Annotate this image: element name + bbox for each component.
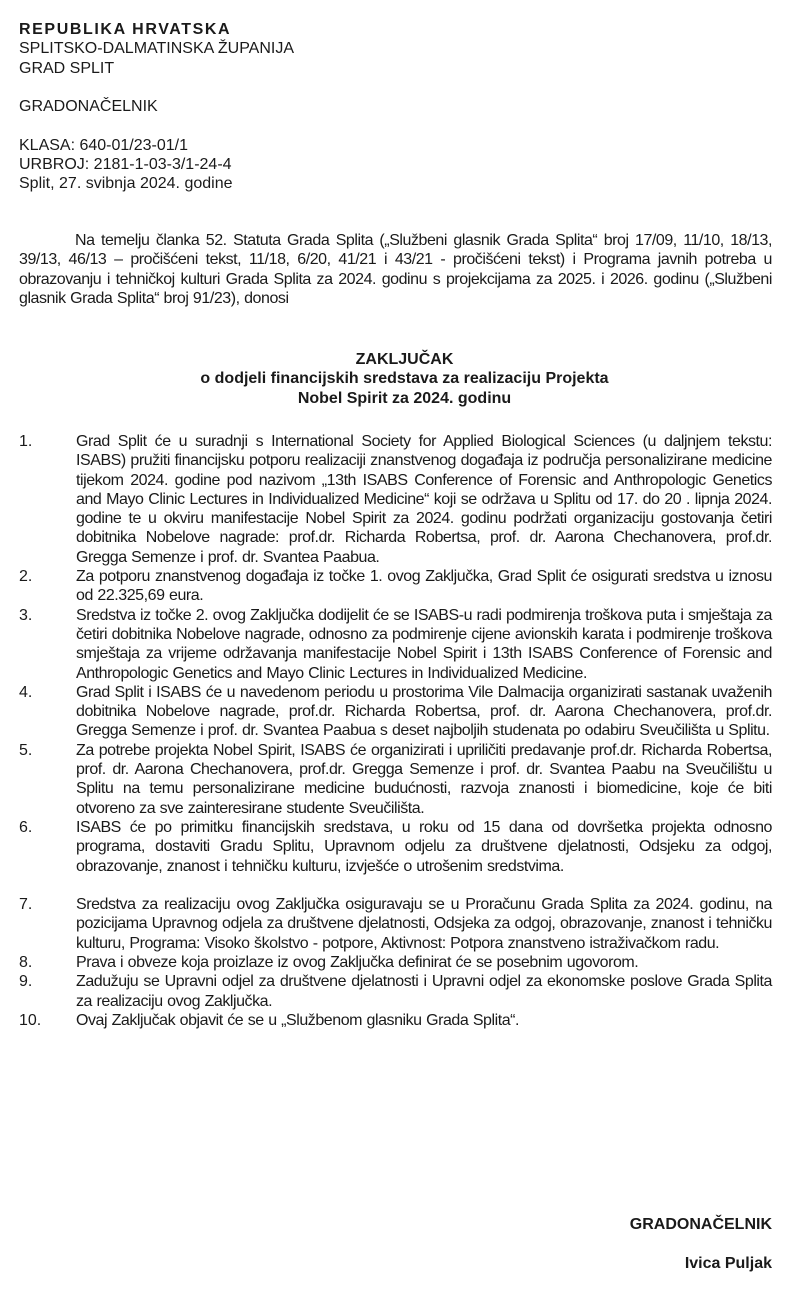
point-number: 7. (19, 896, 33, 914)
point-text: Sredstva za realizaciju ovog Zaključka osiguravaju se u Proračunu Grada Splita za 2024. godinu, na pozicijama Upravnog odjela za društvene djelatnosti, Odsjeka za odgoj, obrazovanje, znanost i tehničku kulturu, Programa: Visoko školstvo - potpore, Aktivnost: Potpora znanstveno istraživačkom radu. (76, 896, 772, 952)
decision-point-2 (19, 567, 772, 606)
point-number: 9. (19, 973, 33, 991)
signatory-name: Ivica Puljak (684, 1255, 772, 1273)
point-number: 1. (19, 433, 33, 450)
country-name: REPUBLIKA HRVATSKA (19, 21, 232, 38)
title-subtitle-line1: o dodjeli financijskih sredstava za realizaciju Projekta (200, 370, 609, 388)
point-number: 8. (19, 954, 33, 972)
point-text: Grad Split i ISABS će u navedenom periodu u prostorima Vile Dalmacija organizirati sastanak uvaženih dobitnika Nobelove nagrade, prof.dr. Richarda Robertsa, prof. dr. Aarona Chechanovera, prof.dr. Gregga Semenze i prof. dr. Svantea Paabua s deset najboljih studenata po odabiru Sveučilišta u Splitu. (76, 683, 772, 740)
point-text: Ovaj Zaključak objavit će se u „Službenom glasniku Grada Splita“. (76, 1011, 520, 1029)
title-subtitle-line2: Nobel Spirit za 2024. godinu (297, 389, 512, 407)
point-number: 4. (19, 683, 33, 701)
point-number: 10. (19, 1011, 42, 1029)
decision-point-6 (19, 818, 772, 876)
decision-point-7 (19, 895, 772, 953)
point-number: 5. (19, 741, 33, 759)
issuing-office: GRADONAČELNIK (19, 98, 158, 116)
point-text: Zadužuju se Upravni odjel za društvene djelatnosti i Upravni odjel za ekonomske poslove Grada Splita za realizaciju ovog Zaključka. (76, 973, 772, 1010)
point-text: ISABS će po primitku financijskih sredstava, u roku od 15 dana od dovršetka projekta odnosno programa, dostaviti Gradu Splitu, Upravnom odjelu za društvene djelatnosti, Odsjeku za odgoj, obrazovanje, znanost i tehničku kulturu, izvješće o utrošenim sredstvima. (76, 818, 772, 875)
point-number: 2. (19, 568, 33, 586)
urbroj-reference: URBROJ: 2181-1-03-3/1-24-4 (19, 156, 232, 174)
title-heading: ZAKLJUČAK (355, 351, 454, 368)
legal-basis-paragraph: Na temelju članka 52. Statuta Grada Splita („Službeni glasnik Grada Splita“ broj 17/09, 11/10, 18/13, 39/13, 46/13 – pročišćeni tekst, 11/18, 6/20, 41/21 i 43/21 - pročišćeni tekst) i Programa javnih potreba u obrazovanju i tehničkoj kulturi Grada Splita za 2024. godinu s projekcijama za 2025. i 2026. godinu („Službeni glasnik Grada Splita“ broj 91/23), donosi (19, 232, 772, 307)
place-and-date: Split, 27. svibnja 2024. godine (19, 175, 233, 193)
point-number: 6. (19, 818, 33, 836)
point-text: Prava i obveze koja proizlaze iz ovog Zaključka definirat će se posebnim ugovorom. (76, 954, 639, 972)
county-name: SPLITSKO-DALMATINSKA ŽUPANIJA (19, 40, 295, 58)
point-number: 3. (19, 606, 33, 624)
spacer (19, 78, 439, 97)
point-text: Sredstva iz točke 2. ovog Zaključka dodijelit će se ISABS-u radi podmirenja troškova puta i smještaja za četiri dobitnika Nobelove nagrade, odnosno za podmirenje cijene avionskih karata i podmirenje troškova smještaja za vrijeme održavanja manifestacije Nobel Spirit i 13th ISABS Conference of Forensic and Anthropologic Genetics and Mayo Clinic Lectures in Individualized Medicine. (76, 606, 772, 682)
decision-point-4 (19, 683, 772, 741)
point-text: Za potporu znanstvenog događaja iz točke 1. ovog Zaključka, Grad Split će osigurati sredstva u iznosu od 22.325,69 eura. (76, 568, 772, 605)
document-header (19, 20, 439, 194)
decision-point-8 (19, 953, 772, 972)
decision-point-9 (19, 972, 772, 1011)
city-name: GRAD SPLIT (19, 59, 115, 77)
decision-point-3 (19, 606, 772, 683)
klasa-reference: KLASA: 640-01/23-01/1 (19, 136, 189, 154)
signatory-title: GRADONAČELNIK (629, 1216, 772, 1233)
decision-point-5 (19, 741, 772, 818)
decision-point-10 (19, 1011, 772, 1030)
decision-points-list (19, 432, 772, 1030)
spacer (19, 116, 439, 135)
signature-block (630, 1215, 772, 1274)
decision-point-1 (19, 432, 772, 567)
point-text: Grad Split će u suradnji s International Society for Applied Biological Sciences (u daljnjem tekstu: ISABS) pružiti financijsku potporu realizaciji znanstvenog događaja iz područja personalizirane medicine tijekom 2024. godine pod nazivom „13th ISABS Conference of Forensic and Anthropologic Genetics and Mayo Clinic Lectures in Individualized Medicine“ koji se održava u Splitu od 17. do 20 . lipnja 2024. godine te u okviru manifestacije Nobel Spirit za 2024. godinu podržati organizaciju gostovanja četiri dobitnika Nobelove nagrade: prof.dr. Richarda Robertsa, prof. dr. Aarona Chechanovera, prof.dr. Gregga Semenze i prof. dr. Svantea Paabua. (76, 433, 772, 566)
document-title (0, 350, 787, 408)
point-text: Za potrebe projekta Nobel Spirit, ISABS će organizirati i upriličiti predavanje prof.dr. Richarda Robertsa, prof. dr. Aarona Chechanovera, prof.dr. Gregga Semenze i prof. dr. Svantea Paabu na Sveučilištu u Splitu na temu personalizirane medicine budućnosti, razvoja znanosti i biomedicine, koje će biti otvoreno za sve zainteresirane studente Sveučilišta. (76, 741, 772, 817)
